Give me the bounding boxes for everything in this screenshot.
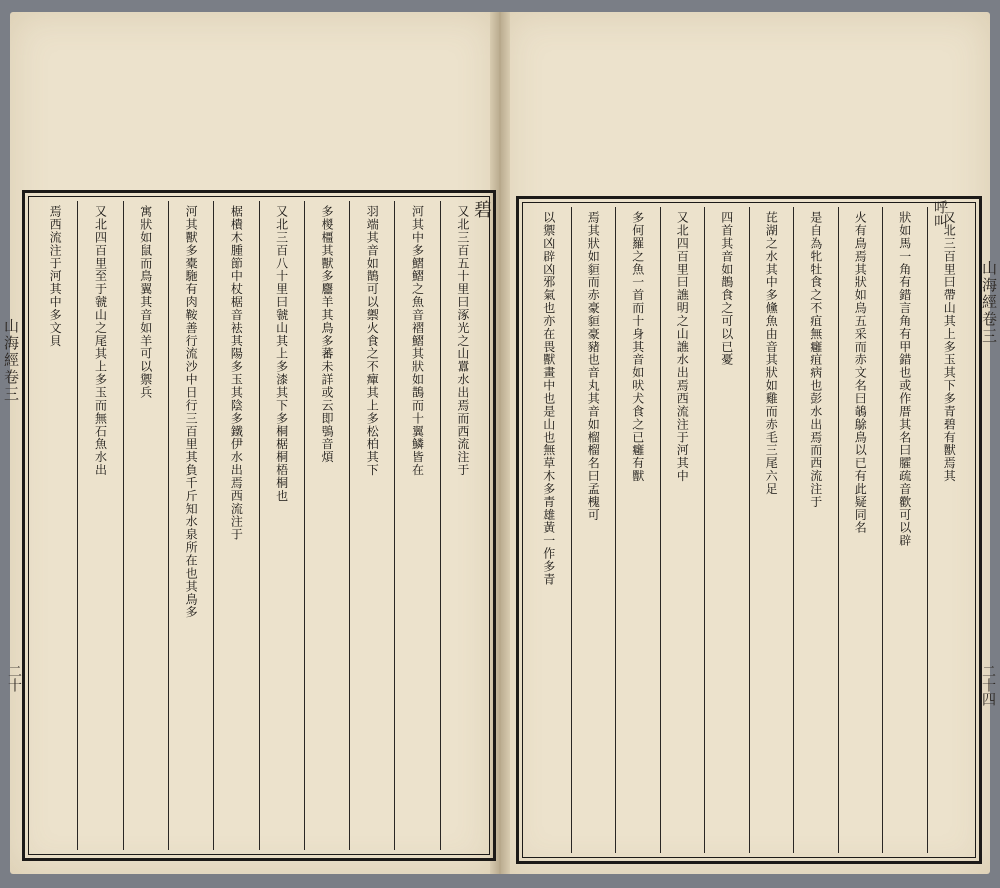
column-text: 是自為牝牡食之不疽無癰疽病也彭水出焉而西流注于 [808, 211, 823, 509]
text-column [704, 207, 749, 853]
column-text: 多椶橿其獸多麢羊其鳥多蕃未詳或云即鴞音煩 [319, 205, 334, 464]
column-text: 又北三百八十里曰虢山其上多漆其下多桐椐桐梧桐也 [274, 205, 289, 503]
column-text: 羽端其音如鵲可以禦火食之不癉其上多松柏其下 [365, 205, 380, 477]
column-text: 以禦凶辟凶邪氣也亦在畏獸畫中也是山也無草木多青雄黃一作多青 [541, 211, 556, 586]
text-column [882, 207, 927, 853]
text-column [259, 201, 304, 850]
column-text: 焉西流注于河其中多文貝 [48, 205, 63, 348]
text-column [615, 207, 660, 853]
text-column [33, 201, 77, 850]
column-text: 火有鳥焉其狀如烏五采而赤文名曰鵸鵌鳥以已有此疑同名 [853, 211, 868, 535]
column-text: 多何羅之魚一首而十身其音如吠犬食之已癰有獸 [630, 211, 645, 483]
column-text: 又北四百里至于虢山之尾其上多玉而無石魚水出 [93, 205, 108, 477]
right-text-frame [516, 196, 982, 864]
text-column [527, 207, 571, 853]
text-column [349, 201, 394, 850]
text-column [394, 201, 439, 850]
top-note: 呼叫 [932, 200, 948, 228]
right-folio: 二十四 [980, 664, 996, 706]
text-column [571, 207, 616, 853]
right-columns [527, 207, 971, 853]
text-column [660, 207, 705, 853]
text-column [304, 201, 349, 850]
text-column [213, 201, 258, 850]
text-column [793, 207, 838, 853]
text-column [123, 201, 168, 850]
column-text: 焉其狀如貆而赤豪貆豪豬也音丸其音如榴榴名曰孟槐可 [586, 211, 601, 522]
left-text-frame [22, 190, 496, 861]
left-side-title: 山海經卷三 [2, 318, 20, 403]
column-text: 又北三百里曰帶山其上多玉其下多青碧有獸焉其 [942, 211, 957, 483]
text-column [749, 207, 794, 853]
left-folio: 二十 [6, 664, 22, 692]
column-text: 河其獸多橐駞有肉鞍善行流沙中日行三百里其負千斤知水泉所在也其鳥多 [184, 205, 199, 619]
text-column [77, 201, 122, 850]
column-text: 椐樻木腫節中杖椐音袪其陽多玉其陰多鐵伊水出焉西流注于 [229, 205, 244, 541]
right-side-title: 山海經卷三 [980, 260, 998, 345]
text-column [838, 207, 883, 853]
column-text: 寓狀如鼠而鳥翼其音如羊可以禦兵 [138, 205, 153, 399]
left-columns [33, 201, 485, 850]
column-text: 又北四百里曰譙明之山譙水出焉西流注于河其中 [675, 211, 690, 483]
gutter-note: 碧 [471, 200, 492, 218]
column-text: 四首其音如鵲食之可以已憂 [719, 211, 734, 367]
column-text: 河其中多鰼鰼之魚音褶鰼其狀如鵲而十翼鱗皆在 [410, 205, 425, 477]
text-column [168, 201, 213, 850]
text-column [440, 201, 485, 850]
column-text: 芘湖之水其中多儵魚由音其狀如雞而赤毛三尾六足 [764, 211, 779, 496]
column-text: 狀如馬一角有錯言角有甲錯也或作厝其名曰臛疏音歡可以辟 [897, 211, 912, 547]
column-text: 又北三百五十里曰涿光之山囂水出焉而西流注于 [455, 205, 470, 477]
text-column [927, 207, 972, 853]
